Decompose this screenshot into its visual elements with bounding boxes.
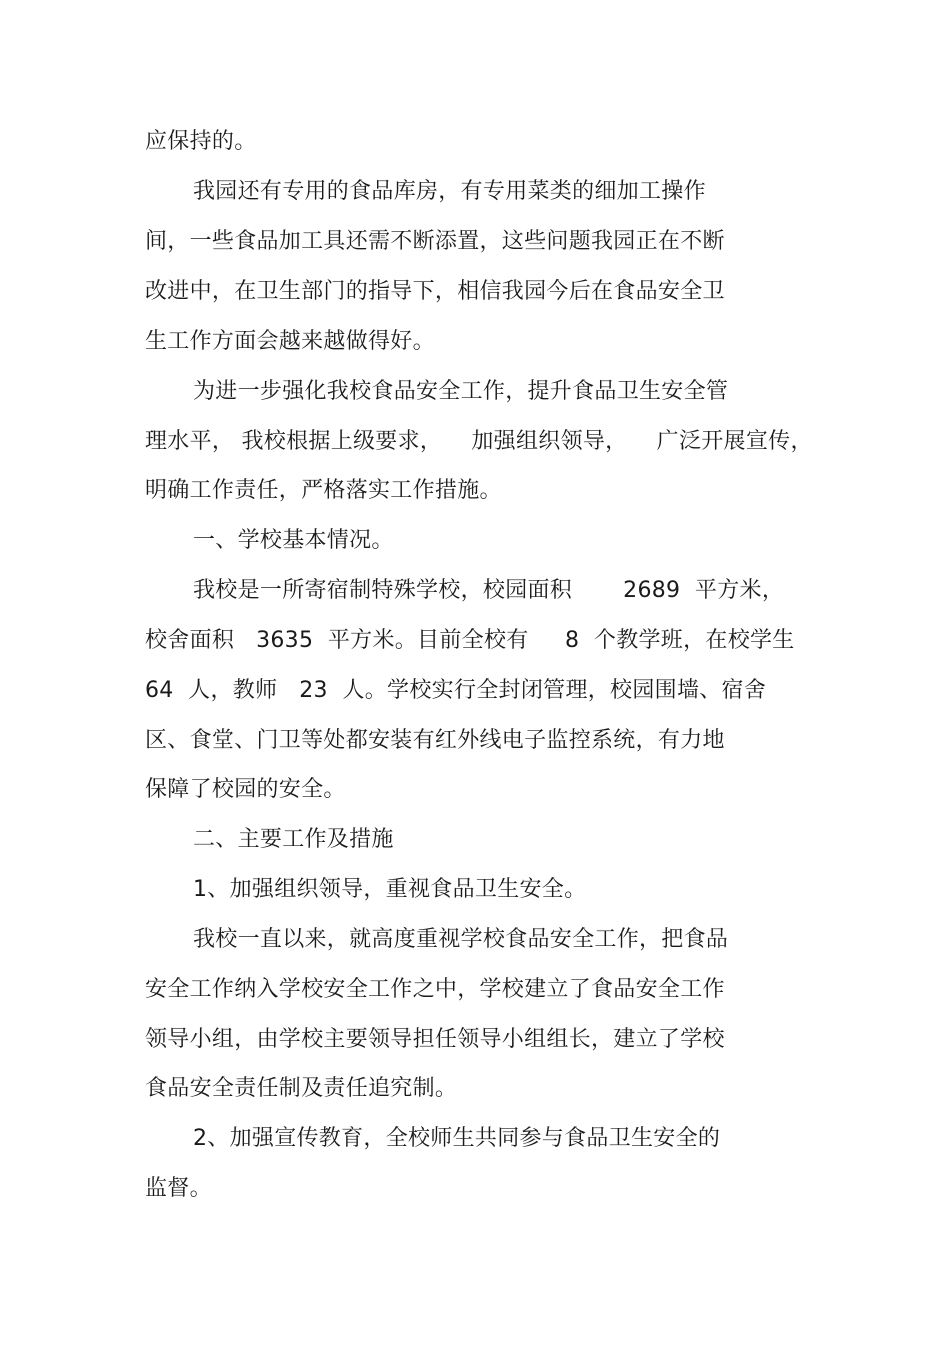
- section-heading: 二、主要工作及措施: [193, 827, 394, 852]
- text-line: 区、食堂、门卫等处都安装有红外线电子监控系统，有力地: [145, 728, 725, 753]
- text-line: 校舍面积 3635 平方米。目前全校有 8 个教学班，在校学生: [145, 628, 795, 653]
- text-line: 我校一直以来，就高度重视学校食品安全工作，把食品: [193, 927, 729, 952]
- text-line: 食品安全责任制及责任追究制。: [145, 1076, 458, 1101]
- text-line: 间，一些食品加工具还需不断添置，这些问题我园正在不断: [145, 229, 725, 254]
- subsection-heading: 2、加强宣传教育，全校师生共同参与食品卫生安全的: [193, 1126, 721, 1151]
- text-line: 应保持的。: [145, 129, 257, 154]
- text-line: 监督。: [145, 1176, 212, 1201]
- text-line: 改进中，在卫生部门的指导下，相信我园今后在食品安全卫: [145, 279, 725, 304]
- text-line: 64 人，教师 23 人。学校实行全封闭管理，校园围墙、宿舍: [145, 678, 767, 703]
- subsection-heading: 1、加强组织领导，重视食品卫生安全。: [193, 877, 587, 902]
- text-line: 安全工作纳入学校安全工作之中，学校建立了食品安全工作: [145, 977, 725, 1002]
- text-line: 领导小组，由学校主要领导担任领导小组组长，建立了学校: [145, 1027, 725, 1052]
- text-line: 明确工作责任，严格落实工作措施。: [145, 478, 502, 503]
- text-line: 我校是一所寄宿制特殊学校，校园面积 2689 平方米，: [193, 578, 785, 603]
- text-line: 保障了校园的安全。: [145, 777, 346, 802]
- text-line: 我园还有专用的食品库房，有专用菜类的细加工操作: [193, 179, 706, 204]
- text-line: 理水平， 我校根据上级要求， 加强组织领导， 广泛开展宣传，: [145, 429, 813, 454]
- text-line: 生工作方面会越来越做得好。: [145, 329, 435, 354]
- section-heading: 一、学校基本情况。: [193, 528, 394, 553]
- text-line: 为进一步强化我校食品安全工作，提升食品卫生安全管: [193, 379, 729, 404]
